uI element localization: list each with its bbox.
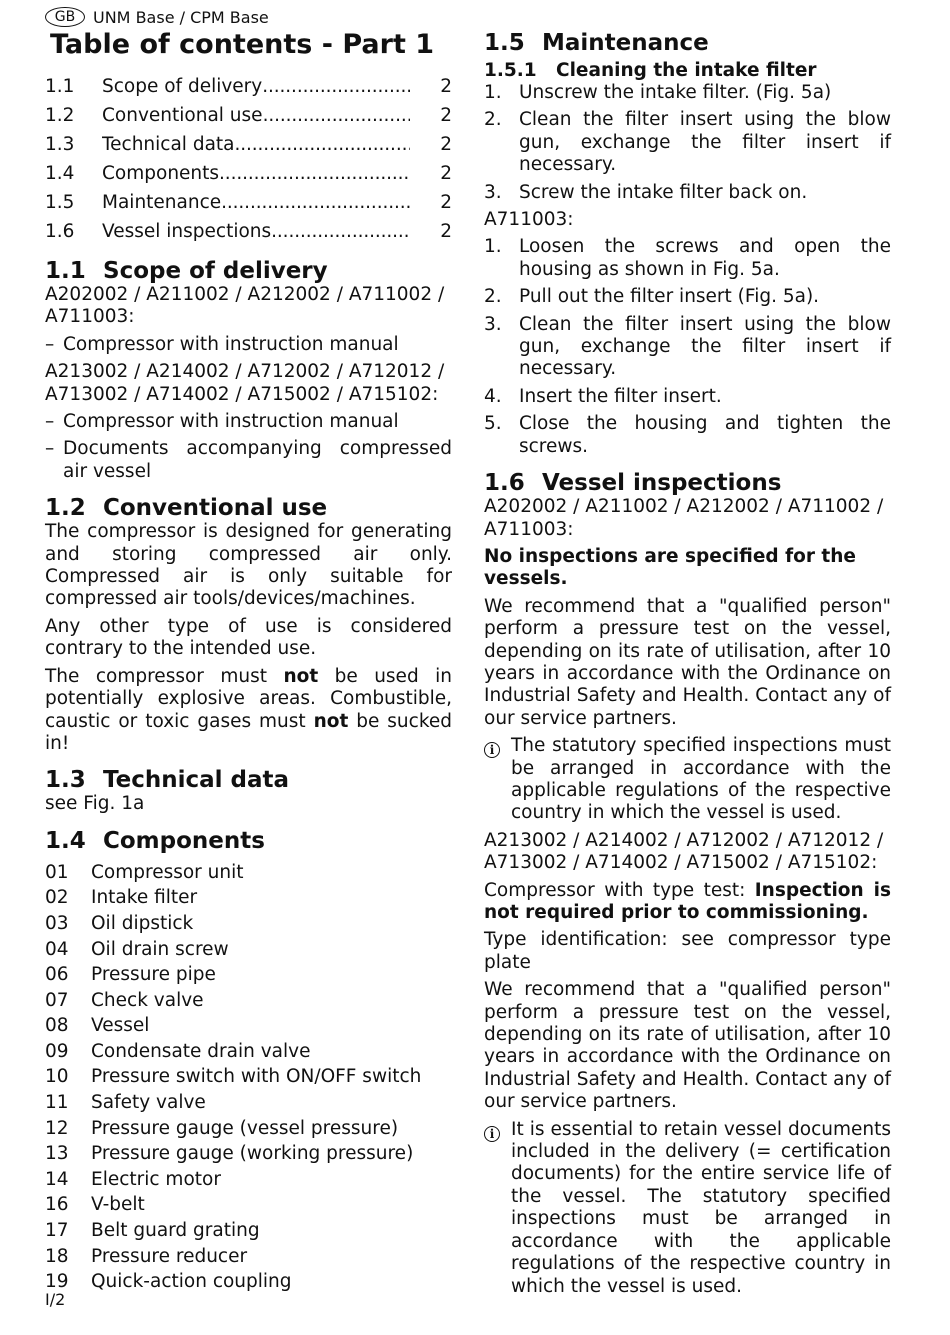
list-item: – Compressor with instruction manual: [45, 411, 399, 433]
right-column: [484, 30, 891, 1303]
paragraph: We recommend that a "qualified person" perform a pressure test on the vessel, depending on its rate of utilisation, after 10 years in accordance with the Ordinance on Industrial Safety and Health. Contact any of our service partners.: [484, 979, 891, 1113]
list-item: 06 Pressure pipe: [45, 964, 216, 986]
paragraph: Compressor with type test: Inspection is not required prior to commissioning.: [484, 879, 891, 923]
section-conventional-use: [45, 495, 452, 755]
step-item: 2. Pull out the filter insert (Fig. 5a).: [484, 286, 820, 308]
step-item: 3. Screw the intake filter back on.: [484, 181, 808, 203]
list-item: 11 Safety valve: [45, 1092, 206, 1114]
section-vessel-inspections: [484, 470, 891, 1298]
list-item: 14 Electric motor: [45, 1168, 221, 1190]
section-maintenance: [484, 30, 891, 458]
model-list: A213002 / A214002 / A712002 / A712012 / A713002 / A714002 / A715002 / A715102:: [484, 829, 884, 874]
section-components: [45, 828, 452, 1295]
list-item: 19 Quick-action coupling: [45, 1271, 292, 1293]
info-note: i The statutory specified inspections must be arranged in accordance with the applicable regulations of the respective country in which the vessel is used.: [484, 735, 891, 825]
info-icon: i: [484, 742, 500, 758]
section-heading: 1.6 Vessel inspections: [484, 470, 782, 497]
toc-item-page: 2: [440, 221, 452, 242]
toc-leader-dots: [235, 130, 411, 159]
toc-item-title: Technical data: [102, 134, 235, 155]
toc-item-number: 1.1: [45, 76, 75, 97]
list-item: 02 Intake filter: [45, 887, 198, 909]
toc-item[interactable]: [45, 188, 452, 217]
list-item: 18 Pressure reducer: [45, 1245, 248, 1267]
paragraph: Any other type of use is considered contrary to the intended use.: [45, 615, 452, 660]
subsection-heading: 1.5.1 Cleaning the intake filter: [484, 60, 817, 81]
step-item: 2. Clean the filter insert using the blow gun, exchange the filter insert if necessary.: [484, 109, 891, 176]
toc-item-page: 2: [440, 105, 452, 126]
language-badge: GB: [45, 7, 85, 27]
section-heading: 1.4 Components: [45, 827, 265, 854]
toc-leader-dots: [262, 72, 410, 101]
list-item: 03 Oil dipstick: [45, 912, 194, 934]
toc-leader-dots: [219, 159, 410, 188]
list-item: 13 Pressure gauge (working pressure): [45, 1143, 414, 1165]
list-item: 10 Pressure switch with ON/OFF switch: [45, 1066, 422, 1088]
bold-notice: No inspections are specified for the vessels.: [484, 545, 856, 590]
page-header: [45, 7, 269, 27]
section-heading: 1.1 Scope of delivery: [45, 258, 328, 284]
header-title: UNM Base / CPM Base: [93, 7, 269, 27]
toc-item-number: 1.4: [45, 163, 75, 184]
toc-item-number: 1.3: [45, 134, 75, 155]
list-item: 04 Oil drain screw: [45, 938, 229, 960]
paragraph: The compressor must not be used in potentially explosive areas. Combustible, caustic or toxic gases must not be sucked in!: [45, 665, 452, 754]
toc-item[interactable]: [45, 72, 452, 101]
toc-item[interactable]: [45, 101, 452, 130]
step-item: 1. Loosen the screws and open the housing as shown in Fig. 5a.: [484, 236, 891, 280]
page-number: I/2: [45, 1290, 66, 1309]
list-item: 16 V-belt: [45, 1194, 145, 1216]
paragraph: see Fig. 1a: [45, 793, 145, 815]
model-list: A213002 / A214002 / A712002 / A712012 / A713002 / A714002 / A715002 / A715102:: [45, 361, 445, 405]
step-item: 4. Insert the filter insert.: [484, 385, 722, 407]
toc-item-page: 2: [440, 163, 452, 184]
step-item: 3. Clean the filter insert using the blow gun, exchange the filter insert if necessary.: [484, 313, 891, 380]
list-item: 07 Check valve: [45, 989, 204, 1011]
info-note: i It is essential to retain vessel documents included in the delivery (= certification documents) for the entire service life of the vessel. The statutory specified inspections must be arranged in accordance with the applicable regulations of the respective country in which the vessel is used.: [484, 1119, 891, 1298]
model-list: A202002 / A211002 / A212002 / A711002 / A711003:: [45, 284, 445, 328]
section-heading: 1.5 Maintenance: [484, 30, 709, 56]
left-column: [45, 30, 452, 1295]
list-item: 12 Pressure gauge (vessel pressure): [45, 1117, 399, 1139]
toc-item-number: 1.5: [45, 192, 75, 213]
section-heading: 1.2 Conventional use: [45, 495, 328, 522]
toc-item[interactable]: [45, 130, 452, 159]
toc-item-page: 2: [440, 134, 452, 155]
toc-item[interactable]: [45, 217, 452, 246]
toc-item-title: Vessel inspections: [102, 221, 272, 242]
model-list: A202002 / A211002 / A212002 / A711002 / A711003:: [484, 496, 884, 540]
info-icon: i: [484, 1126, 500, 1142]
list-item: 01 Compressor unit: [45, 861, 244, 883]
paragraph: Type identification: see compressor type plate: [484, 929, 891, 973]
list-item: 09 Condensate drain valve: [45, 1040, 311, 1062]
step-item: 5. Close the housing and tighten the screws.: [484, 413, 891, 457]
toc-leader-dots: [221, 188, 410, 217]
toc-item-page: 2: [440, 76, 452, 97]
list-item: 08 Vessel: [45, 1015, 150, 1037]
model-label: A711003:: [484, 209, 574, 231]
step-item: 1. Unscrew the intake filter. (Fig. 5a): [484, 82, 832, 103]
section-technical-data: [45, 767, 452, 815]
toc-item-title: Scope of delivery: [102, 76, 263, 97]
paragraph: We recommend that a "qualified person" perform a pressure test on the vessel, depending on its rate of utilisation, after 10 years in accordance with the Ordinance on Industrial Safety and Health. Contact any of our service partners.: [484, 595, 891, 729]
section-scope-of-delivery: [45, 258, 452, 483]
toc-item-title: Conventional use: [102, 105, 263, 126]
components-list: [45, 860, 452, 1295]
toc-item-number: 1.6: [45, 221, 75, 242]
toc-leader-dots: [271, 217, 410, 246]
list-item: – Documents accompanying compressed air vessel: [45, 438, 452, 482]
table-of-contents: [45, 72, 452, 246]
list-item: 17 Belt guard grating: [45, 1220, 260, 1242]
toc-item[interactable]: [45, 159, 452, 188]
paragraph: The compressor is designed for generating and storing compressed air only. Compressed air is only suitable for compressed air tools/devices/machines.: [45, 521, 452, 610]
list-item: – Compressor with instruction manual: [45, 333, 399, 355]
toc-item-title: Components: [102, 163, 220, 184]
toc-item-page: 2: [440, 192, 452, 213]
section-heading: 1.3 Technical data: [45, 767, 290, 794]
toc-item-number: 1.2: [45, 105, 75, 126]
toc-item-title: Maintenance: [102, 192, 222, 213]
toc-title: Table of contents - Part 1: [50, 29, 435, 60]
toc-leader-dots: [263, 101, 410, 130]
